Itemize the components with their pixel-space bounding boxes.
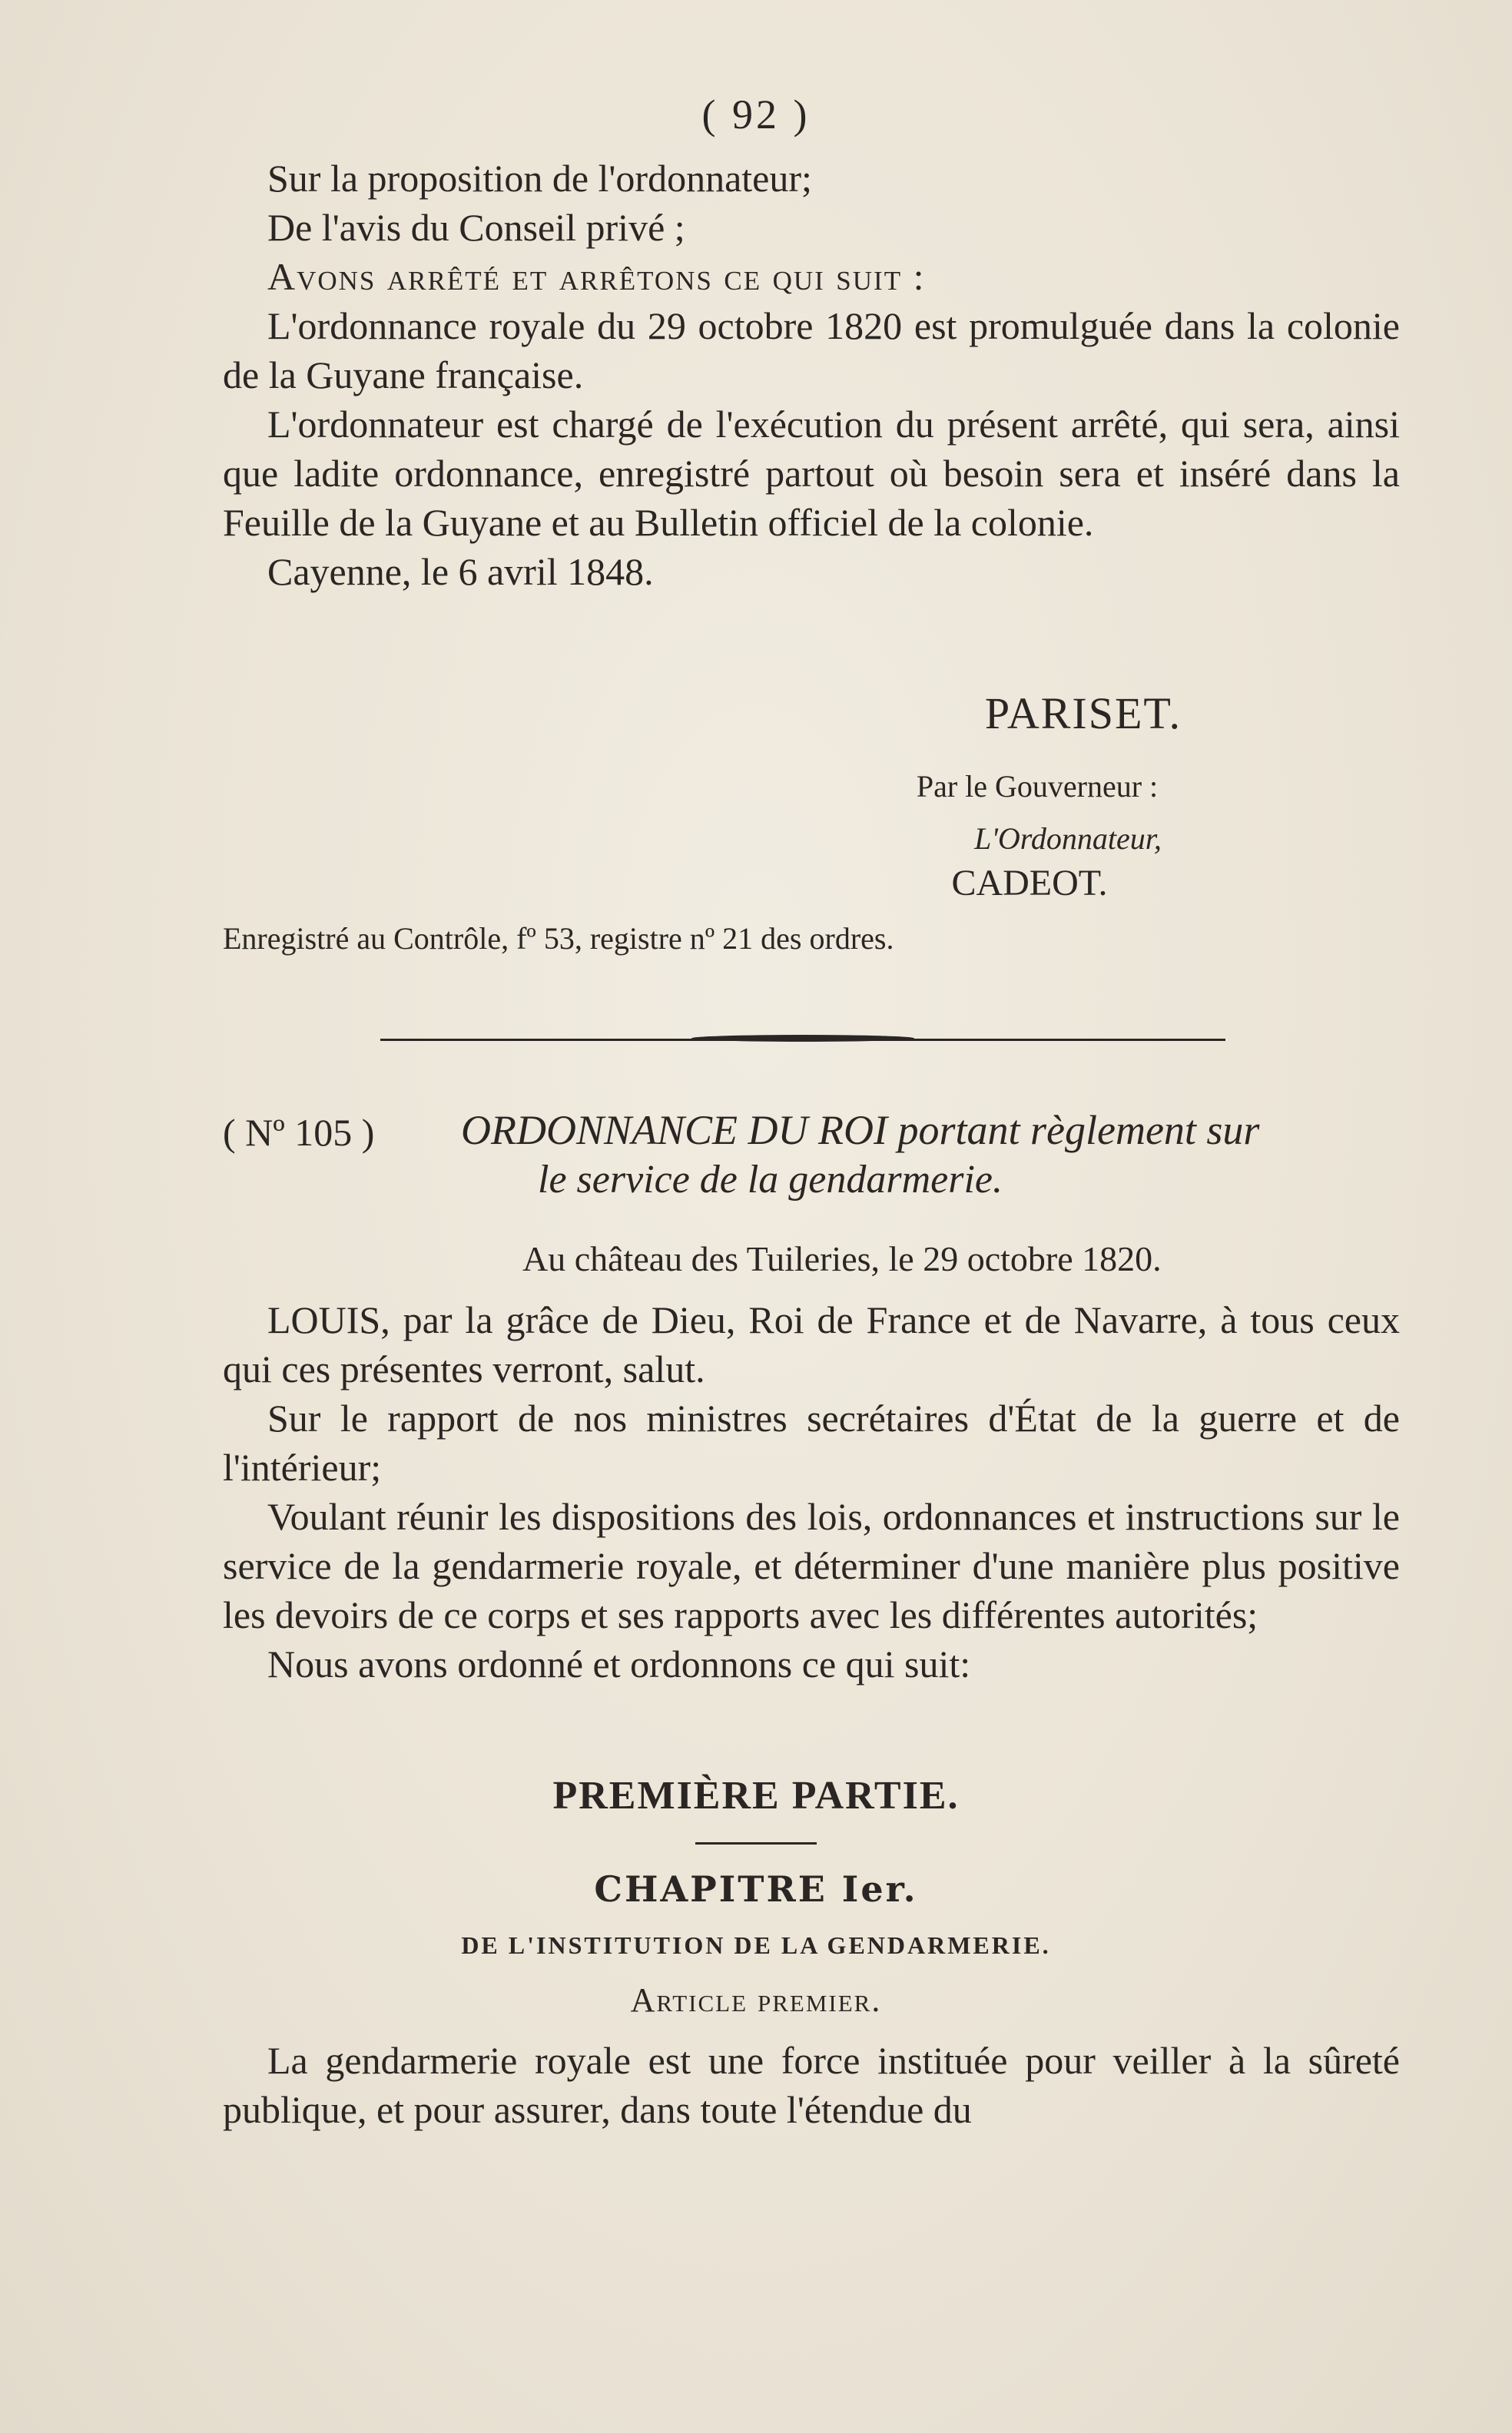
paragraph: LOUIS, par la grâce de Dieu, Roi de France et de Navarre, à tous ceux qui ces présentes verront, salut. <box>223 1298 1400 1391</box>
ordonnateur-title: L'Ordonnateur, <box>974 821 1162 856</box>
article-heading: Article premier. <box>630 1981 882 2019</box>
ordonnance-title-line2: le service de la gendarmerie. <box>538 1158 1003 1202</box>
signature-pariset: PARISET. <box>984 688 1182 738</box>
enregistre-line: Enregistré au Contrôle, fº 53, registre nº 21 des ordres. <box>223 921 894 956</box>
paragraph: Voulant réunir les dispositions des lois, ordonnances et instructions sur le service de la gendarmerie royale, et déterminer d'une manière plus positive les devoirs de ce corps et ses rapports avec les différentes autorités; <box>223 1495 1400 1636</box>
section-rule-swell <box>691 1035 914 1042</box>
date-line: Cayenne, le 6 avril 1848. <box>267 550 654 593</box>
paragraph: L'ordonnateur est chargé de l'exécution du présent arrêté, qui sera, ainsi que ladite ordonnance, enregistré partout où besoin sera et inséré dans la Feuille de la Guyane et au Bulletin officiel de la colonie. <box>223 403 1400 544</box>
chapitre-title: DE L'INSTITUTION DE LA GENDARMERIE. <box>461 1931 1051 1959</box>
text-line: Sur la proposition de l'ordonnateur; <box>267 157 812 200</box>
ordonnance-title-line1: ORDONNANCE DU ROI portant règlement sur <box>461 1107 1260 1153</box>
text-line: De l'avis du Conseil privé ; <box>267 206 685 249</box>
paragraph: Sur le rapport de nos ministres secrétaires d'État de la guerre et de l'intérieur; <box>223 1397 1400 1489</box>
ordonnateur-name: CADEOT. <box>951 863 1108 903</box>
partie-heading: PREMIÈRE PARTIE. <box>552 1774 960 1818</box>
article-text <box>223 2036 1400 2134</box>
chapitre-heading: CHAPITRE Ier. <box>594 1868 918 1910</box>
paragraph: L'ordonnance royale du 29 octobre 1820 est promulguée dans la colonie de la Guyane française. <box>223 304 1400 396</box>
partie-rule <box>695 1842 817 1845</box>
ordonnance-text <box>223 1295 1400 1689</box>
paragraph: La gendarmerie royale est une force instituée pour veiller à la sûreté publique, et pour assurer, dans toute l'étendue du <box>223 2039 1400 2131</box>
ordonnance-number: ( Nº 105 ) <box>223 1111 375 1154</box>
page-number: ( 92 ) <box>701 91 811 138</box>
arrete-text <box>223 154 1400 596</box>
par-le-gouverneur: Par le Gouverneur : <box>916 769 1159 804</box>
text-line: Avons arrêté et arrêtons ce qui suit : <box>267 255 926 298</box>
place-date: Au château des Tuileries, le 29 octobre 1820. <box>522 1239 1162 1278</box>
paragraph: Nous avons ordonné et ordonnons ce qui suit: <box>267 1642 971 1686</box>
